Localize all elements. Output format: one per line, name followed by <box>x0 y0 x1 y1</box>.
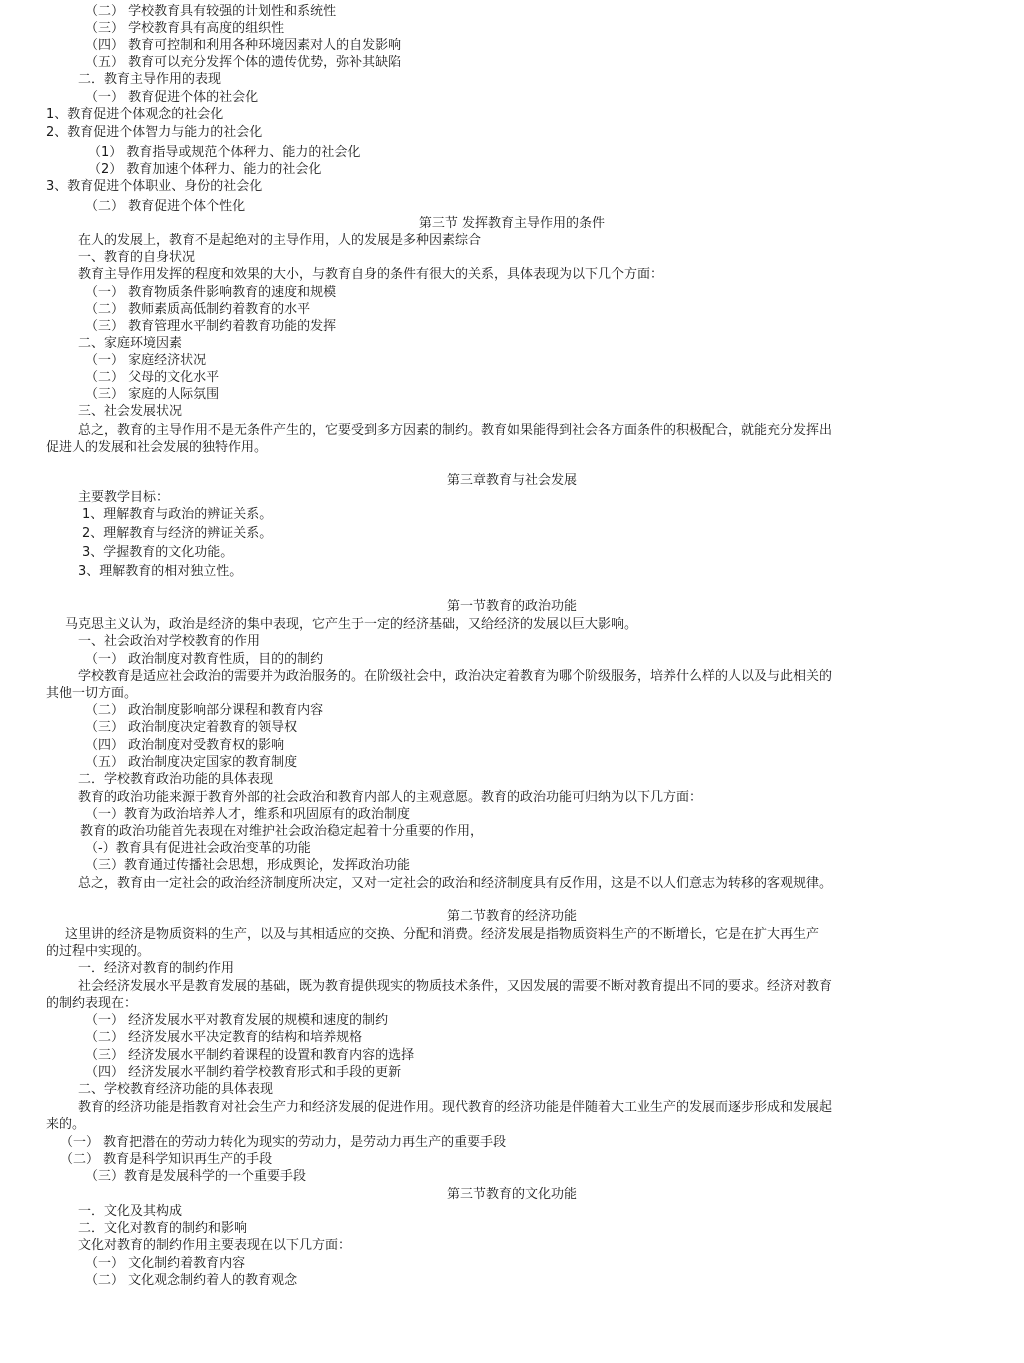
text-line-content: 促进人的发展和社会发展的独特作用。 <box>46 440 268 455</box>
text-line <box>80 823 483 840</box>
text-line <box>78 1237 351 1254</box>
text-line-content: （一） 政治制度对教育性质，目的的制约 <box>85 652 324 667</box>
text-line <box>46 685 137 702</box>
text-line-content: 第三章教育与社会发展 <box>446 473 577 488</box>
text-line-content: （三）教育是发展科学的一个重要手段 <box>85 1169 307 1184</box>
text-line-content: 二．教育主导作用的表现 <box>78 72 222 87</box>
text-line-content: 第三节 发挥教育主导作用的条件 <box>418 216 606 231</box>
text-line <box>85 754 297 771</box>
text-line <box>78 249 195 266</box>
text-line-content: 教育主导作用发挥的程度和效果的大小，与教育自身的条件有很大的关系，具体表现为以下几个方面： <box>78 267 664 282</box>
text-line-content: 的过程中实现的。 <box>46 944 151 959</box>
text-line <box>85 1047 414 1064</box>
text-line <box>85 1012 388 1029</box>
text-line-content: 教育的经济功能是指教育对社会生产力和经济发展的促进作用。现代教育的经济功能是伴随着大工业生产的发展而逐步形成和发展起 <box>78 1100 833 1115</box>
text-line <box>85 3 336 20</box>
text-line <box>78 563 242 580</box>
section-heading <box>0 598 1024 615</box>
text-line <box>85 1255 245 1272</box>
text-line-content: （二） 政治制度影响部分课程和教育内容 <box>85 703 324 718</box>
text-line <box>46 124 262 141</box>
text-line <box>78 771 273 788</box>
text-line <box>82 506 272 523</box>
section-heading <box>0 908 1024 925</box>
text-line-content: （一） 教育促进个体的社会化 <box>85 90 259 105</box>
text-line-content: 一、教育的自身状况 <box>78 250 196 265</box>
text-line-content: （一）教育为政治培养人才，维系和巩固原有的政治制度 <box>85 807 411 822</box>
text-line-content: 来的。 <box>46 1117 86 1132</box>
text-line-content: （二） 教育促进个体个性化 <box>85 199 246 214</box>
text-line <box>88 161 321 178</box>
text-line-content: 第三节教育的文化功能 <box>446 1187 577 1202</box>
text-line-content: 总之，教育的主导作用不是无条件产生的，它要受到多方因素的制约。教育如果能得到社会各方面条件的积极配合，就能充分发挥出 <box>78 423 833 438</box>
text-line-content: （五） 教育可以充分发挥个体的遗传优势，弥补其缺陷 <box>85 55 402 70</box>
text-line <box>78 633 260 650</box>
text-line <box>85 369 219 386</box>
text-line-content: 一．经济对教育的制约作用 <box>78 961 235 976</box>
text-line-content: 2、理解教育与经济的辨证关系。 <box>82 526 273 541</box>
text-line <box>82 544 233 561</box>
text-line <box>85 1064 401 1081</box>
text-line <box>85 737 284 754</box>
text-line <box>85 352 206 369</box>
text-line <box>46 439 267 456</box>
text-line <box>82 525 272 542</box>
text-line <box>78 960 234 977</box>
text-line <box>78 668 832 685</box>
text-line <box>85 806 410 823</box>
text-line-content: （二） 父母的文化水平 <box>85 370 220 385</box>
text-line-content: 学校教育是适应社会政治的需要并为政治服务的。在阶级社会中，政治决定着教育为哪个阶级服务，培养什么样的人以及与此相关的 <box>78 669 833 684</box>
text-line <box>78 875 832 892</box>
text-line <box>85 284 336 301</box>
text-line-content: 第二节教育的经济功能 <box>446 909 577 924</box>
text-line <box>85 651 323 668</box>
text-line <box>78 1081 273 1098</box>
text-line <box>78 71 221 88</box>
text-line-content: 在人的发展上，教育不是起绝对的主导作用，人的发展是多种因素综合 <box>78 233 482 248</box>
text-line-content: （三） 政治制度决定着教育的领导权 <box>85 720 298 735</box>
text-line <box>60 1151 272 1168</box>
text-line-content: 马克思主义认为，政治是经济的集中表现，它产生于一定的经济基础，又给经济的发展以巨大影响。 <box>65 617 638 632</box>
text-line-content: （一） 教育把潜在的劳动力转化为现实的劳动力，是劳动力再生产的重要手段 <box>60 1135 507 1150</box>
text-line-content: 2、教育促进个体智力与能力的社会化 <box>46 125 263 140</box>
section-heading <box>0 472 1024 489</box>
text-line <box>85 1168 306 1185</box>
text-line <box>78 489 169 506</box>
text-line-content: 1、教育促进个体观念的社会化 <box>46 107 224 122</box>
text-line <box>85 1029 362 1046</box>
text-line <box>85 840 311 857</box>
text-line <box>78 1099 832 1116</box>
text-line <box>46 178 262 195</box>
text-line-content: （四） 教育可控制和利用各种环境因素对人的自发影响 <box>85 38 402 53</box>
text-line-content: （二） 经济发展水平决定教育的结构和培养规格 <box>85 1030 363 1045</box>
text-line <box>78 1203 182 1220</box>
text-line-content: （一） 经济发展水平对教育发展的规模和速度的制约 <box>85 1013 389 1028</box>
text-line <box>46 943 150 960</box>
text-line <box>78 422 832 439</box>
text-line <box>78 978 832 995</box>
text-line <box>46 106 223 123</box>
text-line <box>78 1220 247 1237</box>
text-line-content: 1、理解教育与政治的辨证关系。 <box>82 507 273 522</box>
text-line <box>85 318 336 335</box>
text-line-content: 主要教学目标： <box>78 490 170 505</box>
text-line-content: （-）教育具有促进社会政治变革的功能 <box>85 841 311 856</box>
text-line <box>78 789 702 806</box>
text-line <box>60 1134 506 1151</box>
text-line <box>85 198 245 215</box>
text-line-content: 的制约表现在： <box>46 996 138 1011</box>
text-line-content: 一、社会政治对学校教育的作用 <box>78 634 261 649</box>
text-line <box>85 20 284 37</box>
text-line-content: 教育的政治功能来源于教育外部的社会政治和教育内部人的主观意愿。教育的政治功能可归纳为以下几方面： <box>78 790 703 805</box>
text-line-content: （1） 教育指导或规范个体秤力、能力的社会化 <box>88 145 361 160</box>
section-heading <box>0 1186 1024 1203</box>
text-line-content: 三、社会发展状况 <box>78 404 183 419</box>
text-line <box>78 232 481 249</box>
text-line-content: （三）教育通过传播社会思想，形成舆论，发挥政治功能 <box>85 858 411 873</box>
text-line-content: （三） 教育管理水平制约着教育功能的发挥 <box>85 319 337 334</box>
text-line-content: 其他一切方面。 <box>46 686 138 701</box>
text-line <box>78 335 182 352</box>
text-line-content: （二） 教育是科学知识再生产的手段 <box>60 1152 273 1167</box>
text-line-content: 第一节教育的政治功能 <box>446 599 577 614</box>
text-line-content: （三） 家庭的人际氛围 <box>85 387 220 402</box>
text-line-content: （四） 政治制度对受教育权的影响 <box>85 738 285 753</box>
text-line-content: （二） 教师素质高低制约着教育的水平 <box>85 302 311 317</box>
text-line-content: 教育的政治功能首先表现在对维护社会政治稳定起着十分重要的作用， <box>80 824 484 839</box>
text-line <box>85 89 258 106</box>
text-line-content: 3、学握教育的文化功能。 <box>82 545 234 560</box>
text-line <box>46 1116 85 1133</box>
text-line <box>85 54 401 71</box>
text-line-content: 3、教育促进个体职业、身份的社会化 <box>46 179 263 194</box>
text-line-content: 3、理解教育的相对独立性。 <box>78 564 243 579</box>
text-line-content: 一．文化及其构成 <box>78 1204 183 1219</box>
text-line <box>46 995 137 1012</box>
text-line <box>65 926 819 943</box>
text-line-content: 社会经济发展水平是教育发展的基础，既为教育提供现实的物质技术条件，又因发展的需要不断对教育提出不同的要求。经济对教育 <box>78 979 833 994</box>
text-line <box>85 1272 297 1289</box>
text-line-content: （一） 教育物质条件影响教育的速度和规模 <box>85 285 337 300</box>
text-line <box>85 702 323 719</box>
text-line <box>85 386 219 403</box>
text-line-content: （四） 经济发展水平制约着学校教育形式和手段的更新 <box>85 1065 402 1080</box>
text-line <box>78 266 663 283</box>
text-line-content: （三） 经济发展水平制约着课程的设置和教育内容的选择 <box>85 1048 415 1063</box>
text-line-content: （三） 学校教育具有高度的组织性 <box>85 21 285 36</box>
text-line-content: 二、家庭环境因素 <box>78 336 183 351</box>
text-line-content: 总之，教育由一定社会的政治经济制度所决定，又对一定社会的政治和经济制度具有反作用，这是不以人们意志为转移的客观规律。 <box>78 876 833 891</box>
text-line-content: 二．学校教育政治功能的具体表现 <box>78 772 274 787</box>
text-line <box>85 857 410 874</box>
text-line-content: （二） 学校教育具有较强的计划性和系统性 <box>85 4 337 19</box>
text-line-content: 二、学校教育经济功能的具体表现 <box>78 1082 274 1097</box>
text-line-content: （2） 教育加速个体秤力、能力的社会化 <box>88 162 322 177</box>
text-line <box>85 37 401 54</box>
text-line <box>88 144 360 161</box>
text-line <box>65 616 637 633</box>
text-line-content: 二．文化对教育的制约和影响 <box>78 1221 248 1236</box>
text-line-content: 这里讲的经济是物质资料的生产，以及与其相适应的交换、分配和消费。经济发展是指物质资料生产的不断增长，它是在扩大再生产 <box>65 927 820 942</box>
section-heading <box>0 215 1024 232</box>
text-line <box>85 719 297 736</box>
text-line-content: （二） 文化观念制约着人的教育观念 <box>85 1273 298 1288</box>
text-line-content: （一） 文化制约着教育内容 <box>85 1256 246 1271</box>
text-line <box>85 301 310 318</box>
text-line-content: （一） 家庭经济状况 <box>85 353 207 368</box>
text-line-content: 文化对教育的制约作用主要表现在以下几方面： <box>78 1238 352 1253</box>
text-line <box>78 403 182 420</box>
text-line-content: （五） 政治制度决定国家的教育制度 <box>85 755 298 770</box>
